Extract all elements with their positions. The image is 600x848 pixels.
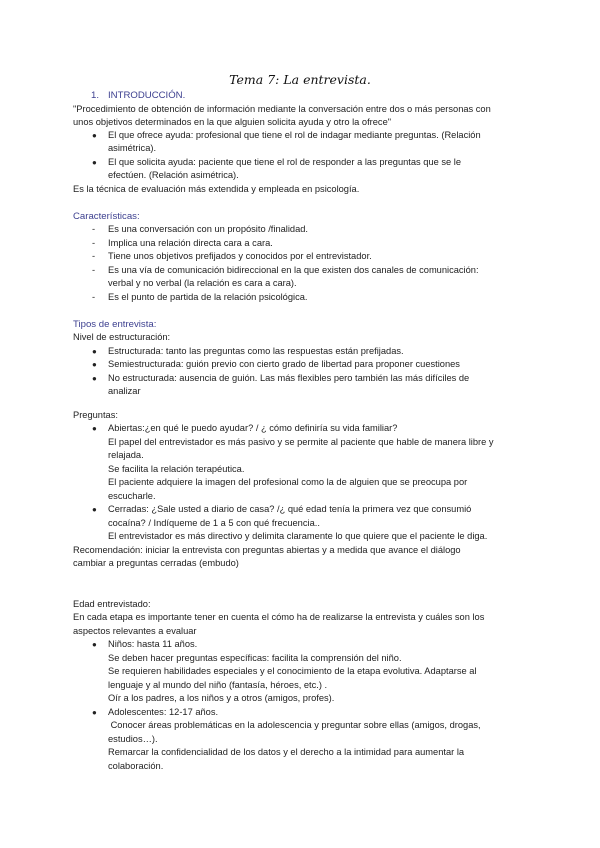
ninos-line: lenguaje y al mundo del niño (fantasía, héroes, etc.) . [108, 680, 328, 690]
dash-bullet: - [92, 251, 96, 261]
adolescentes-line: estudios…). [108, 734, 158, 744]
tipo-item: Estructurada: tanto las preguntas como las respuestas están prefijadas. [108, 346, 404, 356]
preguntas-cerradas-line: El entrevistador es más directivo y delimita claramente lo que quiere que el paciente le diga. [108, 531, 488, 541]
tipo-item: analizar [108, 386, 141, 396]
intro-bullet-line: El que solicita ayuda: paciente que tiene el rol de responder a las preguntas que se le [108, 157, 462, 167]
caracteristica-item: Implica una relación directa cara a cara. [108, 238, 273, 248]
preguntas-abiertas-line: relajada. [108, 450, 144, 460]
ninos-line: Se deben hacer preguntas específicas: facilita la comprensión del niño. [108, 653, 402, 663]
intro-bullet-line: El que ofrece ayuda: profesional que tiene el rol de indagar mediante preguntas. (Relación [108, 130, 481, 140]
preguntas-cerradas-line: cocaína? / Indíqueme de 1 a 5 con qué frecuencia.. [108, 518, 320, 528]
intro-quote-line: "Procedimiento de obtención de información mediante la conversación entre dos o más personas con [73, 104, 491, 114]
ninos-line: Oír a los padres, a los niños y a otros (amigos, profes). [108, 693, 335, 703]
adolescentes-line: Remarcar la confidencialidad de los datos y el derecho a la intimidad para aumentar la [108, 747, 465, 757]
bullet-dot-icon: ● [92, 360, 97, 369]
intro-bullet-line: asimétrica). [108, 143, 157, 153]
bullet-dot-icon: ● [92, 131, 97, 140]
preguntas-abiertas-line: Se facilita la relación terapéutica. [108, 464, 245, 474]
caracteristicas-heading: Características: [73, 211, 140, 222]
dash-bullet: - [92, 265, 96, 275]
edad-intro-line: En cada etapa es importante tener en cuenta el cómo ha de realizarse la entrevista y cuáles son los [73, 612, 485, 622]
caracteristica-item: verbal y no verbal (la relación es cara a cara). [108, 278, 297, 288]
bullet-dot-icon: ● [92, 708, 97, 717]
ninos-line: Niños: hasta 11 años. [108, 639, 198, 649]
dash-bullet: - [92, 224, 96, 234]
intro-quote-line: unos objetivos determinados en la que alguien solicita ayuda y otro la ofrece" [73, 117, 392, 127]
bullet-dot-icon: ● [92, 640, 97, 649]
intro-heading-number: 1. [91, 90, 100, 101]
preguntas-abiertas-line: escucharle. [108, 491, 156, 501]
preguntas-abiertas-line: El paciente adquiere la imagen del profesional como la de alguien que se preocupa por [108, 477, 468, 487]
bullet-dot-icon: ● [92, 424, 97, 433]
adolescentes-line: colaboración. [108, 761, 164, 771]
tipos-subheading: Nivel de estructuración: [73, 332, 171, 342]
bullet-dot-icon: ● [92, 374, 97, 383]
bullet-dot-icon: ● [92, 347, 97, 356]
preguntas-heading: Preguntas: [73, 410, 118, 420]
adolescentes-line: Adolescentes: 12-17 años. [108, 707, 219, 717]
document-title: Tema 7: La entrevista. [229, 72, 371, 87]
intro-closing: Es la técnica de evaluación más extendida y empleada en psicología. [73, 184, 360, 194]
caracteristica-item: Es una vía de comunicación bidireccional en la que existen dos canales de comunicación: [108, 265, 479, 275]
bullet-dot-icon: ● [92, 158, 97, 167]
intro-bullet-line: efectúen. (Relación asimétrica). [108, 170, 239, 180]
preguntas-cerradas-line: Cerradas: ¿Sale usted a diario de casa? /¿ qué edad tenía la primera vez que consumió [108, 504, 472, 514]
caracteristica-item: Es una conversación con un propósito /finalidad. [108, 224, 309, 234]
dash-bullet: - [92, 238, 96, 248]
intro-heading: INTRODUCCIÓN. [108, 90, 186, 101]
bullet-dot-icon: ● [92, 505, 97, 514]
preguntas-abiertas-line: Abiertas:¿en qué le puedo ayudar? / ¿ cómo definiría su vida familiar? [108, 423, 398, 433]
ninos-line: Se requieren habilidades especiales y el conocimiento de la etapa evolutiva. Adaptarse al [108, 666, 477, 676]
edad-heading: Edad entrevistado: [73, 599, 151, 609]
tipo-item: Semiestructurada: guión previo con cierto grado de libertad para proponer cuestiones [108, 359, 460, 369]
adolescentes-line: Conocer áreas problemáticas en la adolescencia y preguntar sobre ellas (amigos, drogas, [108, 720, 481, 730]
dash-bullet: - [92, 292, 96, 302]
caracteristica-item: Tiene unos objetivos prefijados y conocidos por el entrevistador. [108, 251, 372, 261]
recomendacion-line: Recomendación: iniciar la entrevista con preguntas abiertas y a medida que avance el diálogo [73, 545, 461, 555]
edad-intro-line: aspectos relevantes a evaluar [73, 626, 197, 636]
tipos-heading: Tipos de entrevista: [73, 319, 157, 330]
recomendacion-line: cambiar a preguntas cerradas (embudo) [73, 558, 239, 568]
caracteristica-item: Es el punto de partida de la relación psicológica. [108, 292, 308, 302]
tipo-item: No estructurada: ausencia de guión. Las más flexibles pero también las más difíciles de [108, 373, 470, 383]
preguntas-abiertas-line: El papel del entrevistador es más pasivo y se permite al paciente que hable de manera libre y [108, 437, 494, 447]
